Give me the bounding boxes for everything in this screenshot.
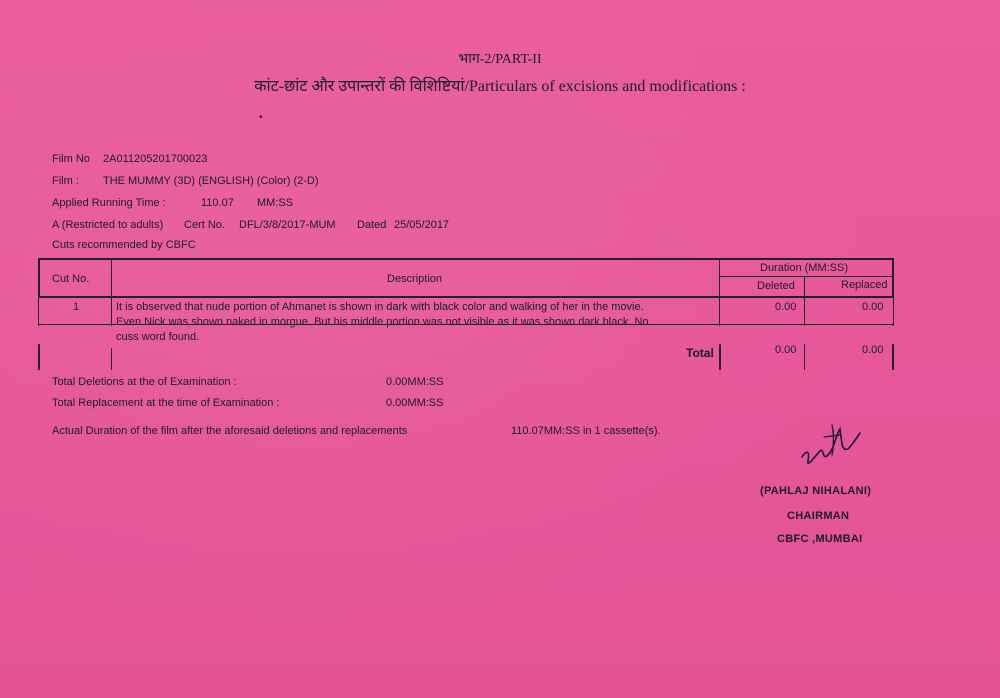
document-title: कांट-छांट और उपान्तरों की विशिष्टियां/Particulars of excisions and modifications : xyxy=(254,78,746,95)
row-description-line-3: cuss word found. xyxy=(116,331,200,343)
table-col-divider-2 xyxy=(719,258,720,298)
total-divider-1 xyxy=(111,348,112,370)
row-divider-2 xyxy=(719,298,720,326)
running-time-label: Applied Running Time : xyxy=(52,197,166,209)
actual-duration-label: Actual Duration of the film after the aforesaid deletions and replacements xyxy=(52,425,408,437)
film-no-label: Film No xyxy=(52,153,90,165)
rating: A (Restricted to adults) xyxy=(52,219,164,231)
row-description-line-2: Even Nick was shown naked in morgue. But his middle portion was not visible as it was shown dark black. No xyxy=(116,316,649,328)
signatory-office: CBFC ,MUMBAI xyxy=(777,533,863,545)
stray-mark: • xyxy=(259,112,263,123)
col-header-duration: Duration (MM:SS) xyxy=(760,262,849,274)
row-divider-3 xyxy=(804,298,805,326)
total-replacement-value: 0.00MM:SS xyxy=(386,397,444,409)
col-header-replaced: Replaced xyxy=(841,279,888,291)
row-description-line-1: It is observed that nude portion of Ahmanet is shown in dark with black color and walking of her in the movie. xyxy=(116,301,644,313)
running-time-unit: MM:SS xyxy=(257,197,294,209)
row-left-border xyxy=(38,298,39,326)
col-header-deleted: Deleted xyxy=(757,280,795,292)
total-deletions-value: 0.00MM:SS xyxy=(386,376,444,388)
cert-number: DFL/3/8/2017-MUM xyxy=(239,219,336,231)
film-no-value: 2A011205201700023 xyxy=(103,153,208,165)
total-left-border xyxy=(38,344,40,370)
actual-duration-value: 110.07MM:SS in 1 cassette(s). xyxy=(511,425,661,437)
table-right-border xyxy=(892,258,894,298)
row-cut-no: 1 xyxy=(73,301,80,313)
dated-label: Dated xyxy=(357,219,387,231)
film-title: THE MUMMY (3D) (ENGLISH) (Color) (2-D) xyxy=(103,175,319,187)
total-right-border xyxy=(892,344,894,370)
table-top-border xyxy=(38,258,894,260)
signature-scribble xyxy=(796,415,866,475)
col-header-description: Description xyxy=(387,273,443,285)
row-replaced-value: 0.00 xyxy=(862,301,884,313)
total-deletions-label: Total Deletions at the of Examination : xyxy=(52,376,237,388)
total-label: Total xyxy=(686,346,714,360)
row-divider-1 xyxy=(111,298,112,326)
running-time-value: 110.07 xyxy=(201,197,234,209)
total-replacement-label: Total Replacement at the time of Examination : xyxy=(52,397,280,409)
cert-label: Cert No. xyxy=(184,219,225,231)
col-header-cut-no: Cut No. xyxy=(52,273,90,285)
total-divider-2 xyxy=(719,344,721,370)
signatory-name: (PAHLAJ NIHALANI) xyxy=(760,485,872,497)
total-replaced: 0.00 xyxy=(862,344,884,356)
row-deleted-value: 0.00 xyxy=(775,301,797,313)
header-bottom-border xyxy=(38,296,894,298)
duration-subheader-line xyxy=(719,276,894,277)
table-col-divider-1 xyxy=(111,258,112,298)
part-heading: भाग-2/PART-II xyxy=(458,52,542,67)
cuts-heading: Cuts recommended by CBFC xyxy=(52,239,196,251)
film-label: Film : xyxy=(52,175,79,187)
table-left-border xyxy=(38,258,40,298)
total-divider-3 xyxy=(804,344,805,370)
row-right-border xyxy=(893,298,894,326)
total-deleted: 0.00 xyxy=(775,344,797,356)
signatory-designation: CHAIRMAN xyxy=(787,510,850,522)
table-col-divider-3 xyxy=(804,276,805,298)
dated-value: 25/05/2017 xyxy=(394,219,450,231)
